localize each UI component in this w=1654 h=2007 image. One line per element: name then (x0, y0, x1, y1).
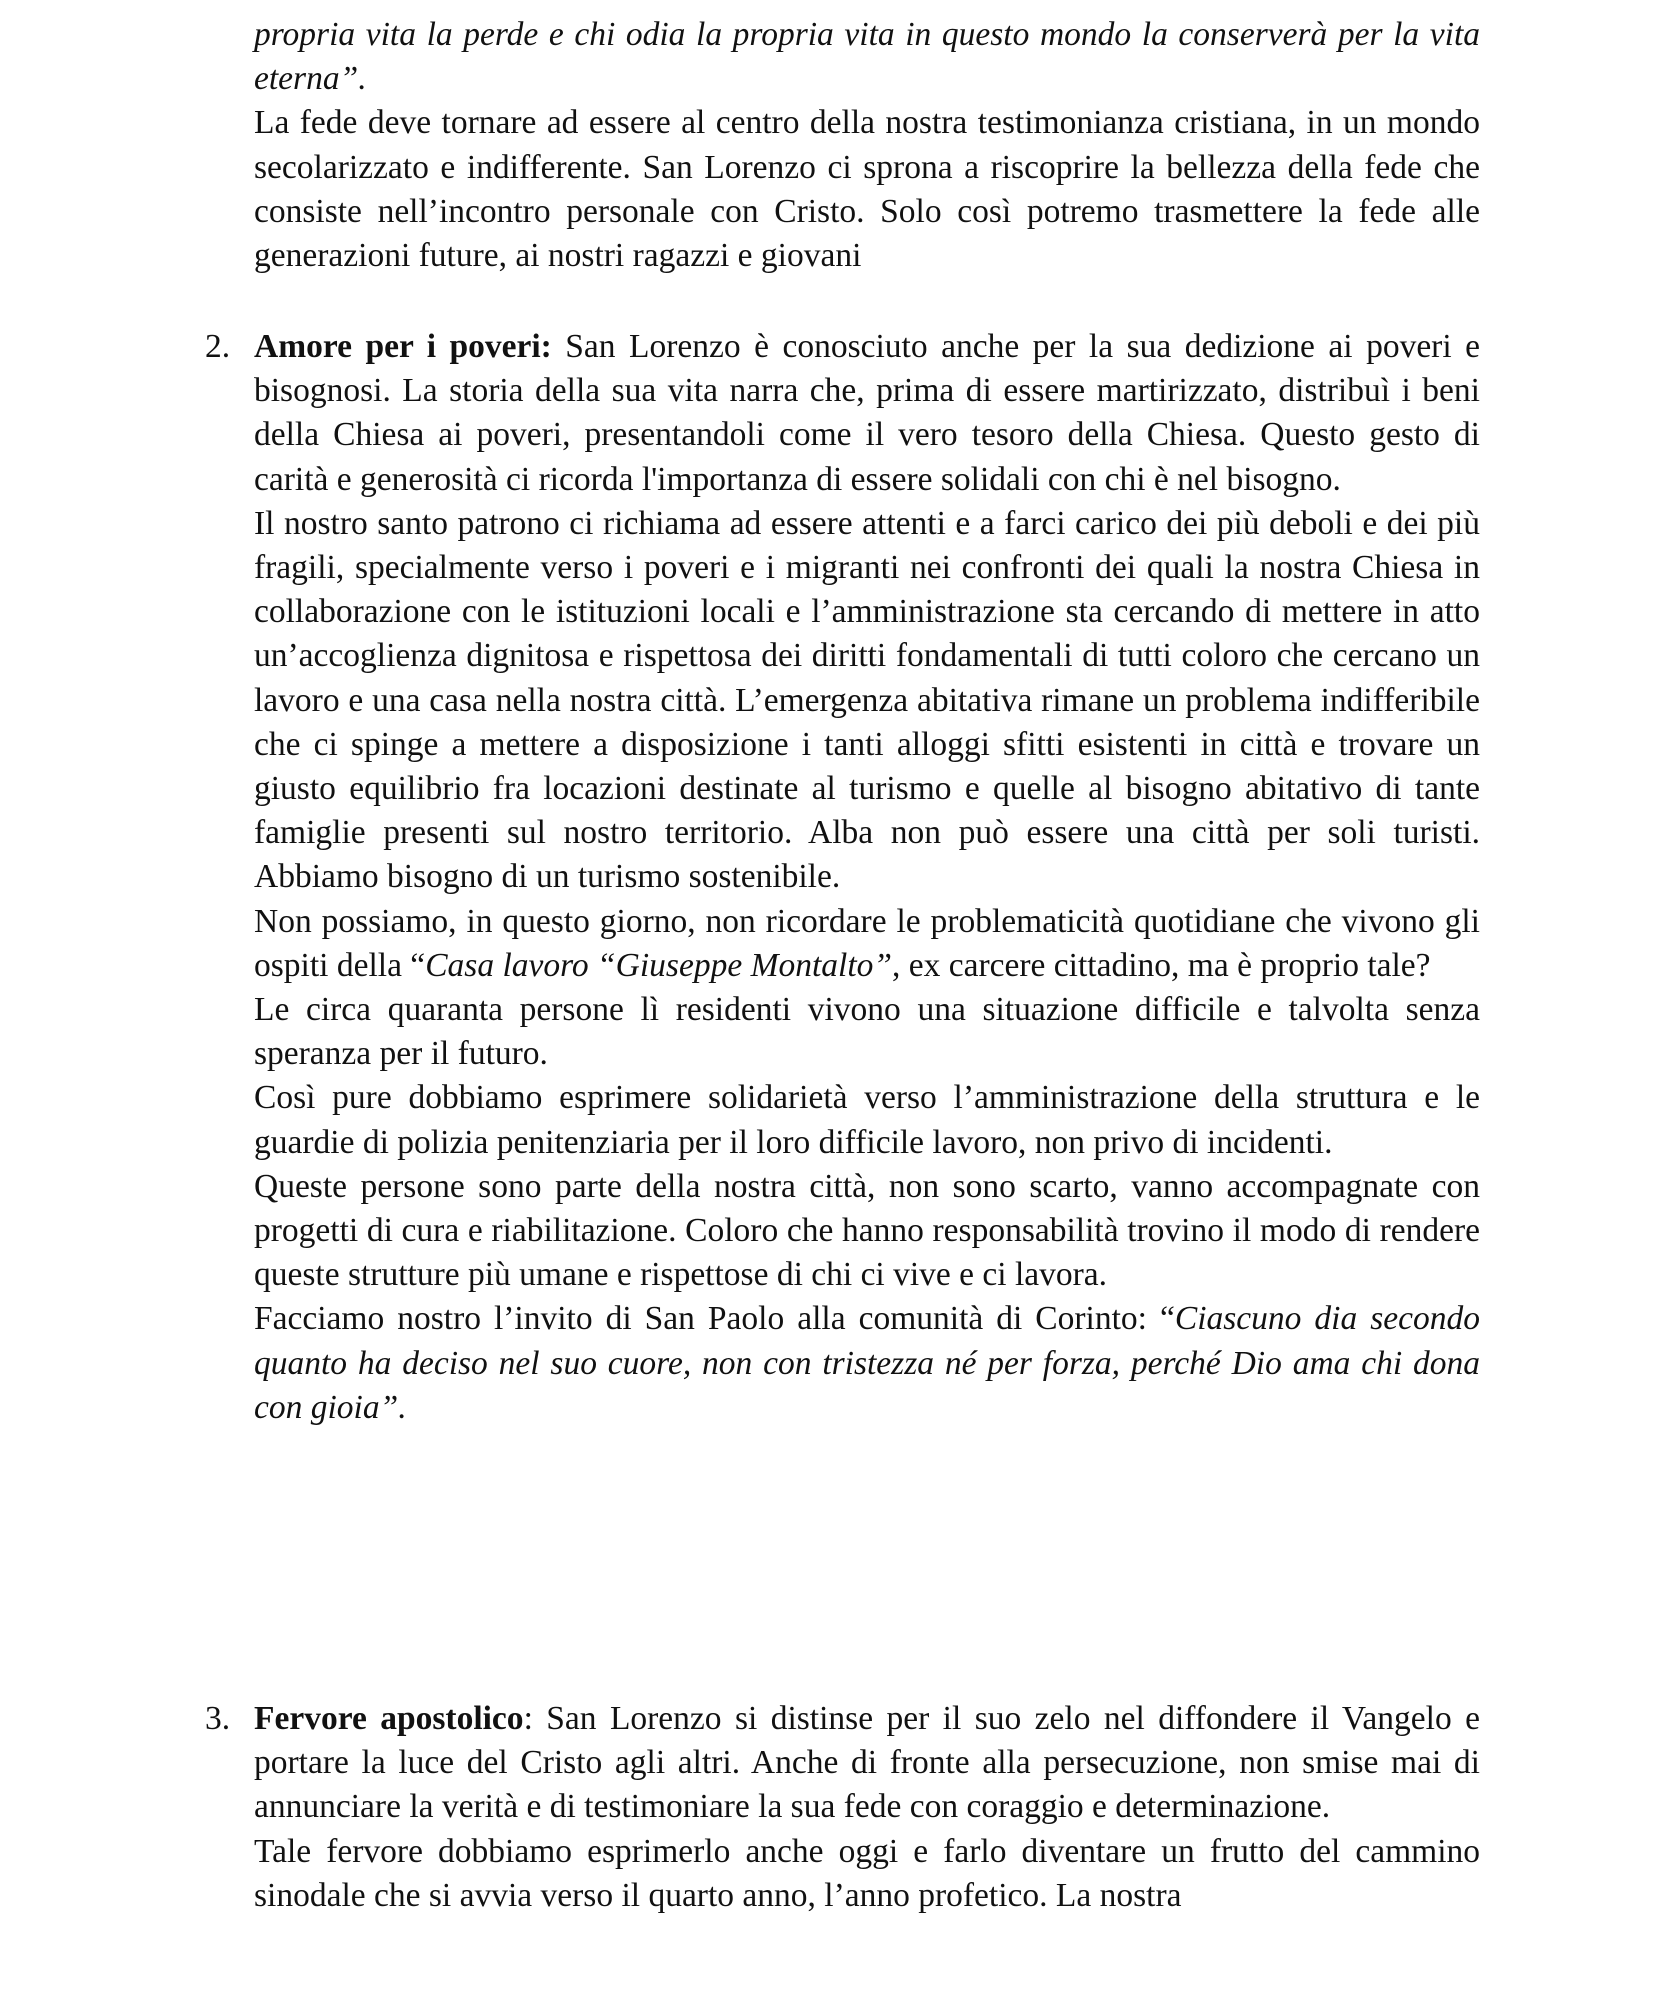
paragraph: Il nostro santo patrono ci richiama ad essere attenti e a farci carico dei più deboli e dei più fragili, specialmente verso i poveri e i migranti nei confronti dei quali la nostra Chiesa in collaborazione con le istituzioni locali e l’amministrazione sta cercando di mettere in atto un’accoglienza dignitosa e rispettosa dei diritti fondamentali di tutti coloro che cercano un lavoro e una casa nella nostra città. L’emergenza abitativa rimane un problema indifferibile che ci spinge a mettere a disposizione i tanti alloggi sfitti esistenti in città e trovare un giusto equilibrio fra locazioni destinate al turismo e quelle al bisogno abitativo di tante famiglie presenti sul nostro territorio. Alba non può essere una città per soli turisti. Abbiamo bisogno di un turismo sostenibile. (254, 504, 1480, 896)
paragraph: Così pure dobbiamo esprimere solidarietà verso l’amministrazione della struttura e le guardie di polizia penitenziaria per il loro difficile lavoro, non privo di incidenti. (254, 1079, 1480, 1161)
section-2 (254, 325, 1480, 1430)
intro-text: San Lorenzo è conosciuto anche per la sua dedizione ai poveri e bisognosi. La storia della sua vita narra che, prima di essere martirizzato, distribuì i beni della Chiesa ai poveri, presentandoli come il vero tesoro della Chiesa. Questo gesto di carità e generosità ci ricorda l'importanza di essere solidali con chi è nel bisogno. (254, 328, 1480, 498)
list-item-heading: Amore per i poveri: (254, 328, 552, 365)
italic-quote: Ciascuno dia secondo quanto ha deciso nel suo cuore, non con tristezza né per forza, perché Dio ama chi dona con gioia”. (254, 1300, 1481, 1426)
paragraph (254, 1297, 1480, 1430)
paragraph: La fede deve tornare ad essere al centro della nostra testimonianza cristiana, in un mondo secolarizzato e indifferente. San Lorenzo ci sprona a riscoprire la bellezza della fede che consiste nell’incontro personale con Cristo. Solo così potremo trasmettere la fede alle generazioni future, ai nostri ragazzi e giovani (254, 104, 1480, 275)
text-span: Facciamo nostro l’invito di San Paolo alla comunità di Corinto: “ (254, 1300, 1175, 1338)
text-span: Non possiamo, in questo giorno, non ricordare le problematicità quotidiane che vivono gli ospiti della “ (254, 902, 1480, 984)
section-3 (254, 1697, 1480, 1918)
paragraph (254, 900, 1480, 988)
paragraph: Tale fervore dobbiamo esprimerlo anche oggi e farlo diventare un frutto del cammino sinodale che si avvia verso il quarto anno, l’anno profetico. La nostra (254, 1832, 1480, 1914)
list-number: 2. (205, 328, 231, 365)
list-item-intro (254, 325, 1480, 502)
list-item-heading: Fervore apostolico (254, 1700, 524, 1737)
quote-continuation (254, 13, 1480, 101)
list-number: 3. (205, 1700, 231, 1737)
list-item-intro (254, 1697, 1480, 1830)
paragraph: Le circa quaranta persone lì residenti vivono una situazione difficile e talvolta senza speranza per il futuro. (254, 991, 1480, 1073)
section-1-continuation (254, 13, 1480, 278)
text-span: , ex carcere cittadino, ma è proprio tale? (892, 946, 1431, 984)
quote-text: propria vita la perde e chi odia la propria vita in questo mondo la conserverà per la vita eterna”. (254, 16, 1480, 98)
paragraph: Queste persone sono parte della nostra città, non sono scarto, vanno accompagnate con progetti di cura e riabilitazione. Coloro che hanno responsabilità trovino il modo di rendere queste strutture più umane e rispettose di chi ci vive e ci lavora. (254, 1167, 1480, 1294)
italic-text: Casa lavoro “Giuseppe Montalto” (425, 946, 893, 984)
intro-text: : San Lorenzo si distinse per il suo zelo nel diffondere il Vangelo e portare la luce del Cristo agli altri. Anche di fronte alla persecuzione, non smise mai di annunciare la verità e di testimoniare la sua fede con coraggio e determinazione. (254, 1700, 1480, 1826)
